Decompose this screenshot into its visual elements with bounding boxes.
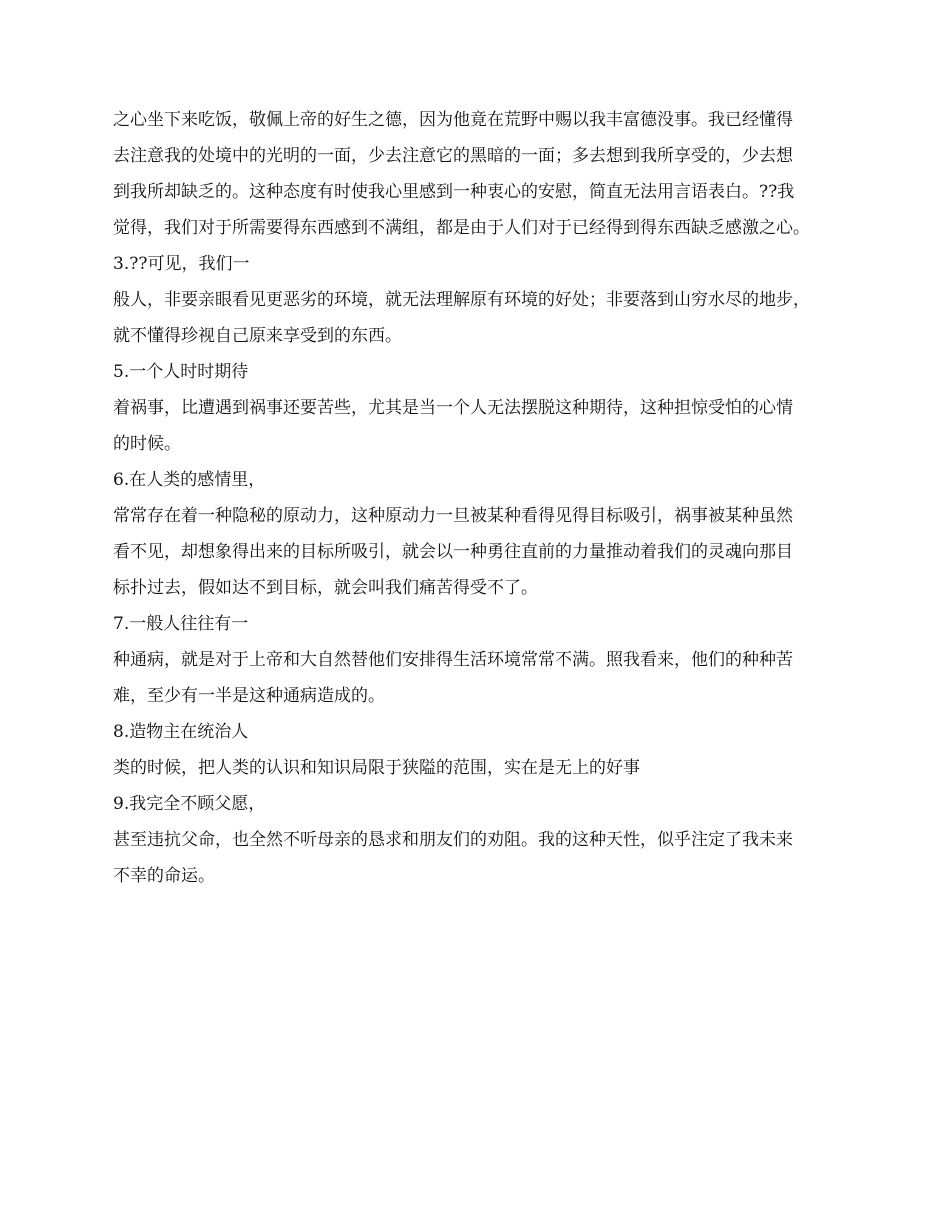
paragraph: 3.??可见，我们一 <box>113 254 250 274</box>
paragraph: 难，至少有一半是这种通病造成的。 <box>113 686 385 706</box>
paragraph: 般人，非要亲眼看见更恶劣的环境，就无法理解原有环境的好处；非要落到山穷水尽的地步， <box>113 290 810 310</box>
paragraph: 种通病，就是对于上帝和大自然替他们安排得生活环境常常不满。照我看来，他们的种种苦 <box>113 650 793 670</box>
paragraph: 7.一般人往往有一 <box>113 614 249 634</box>
paragraph: 去注意我的处境中的光明的一面，少去注意它的黑暗的一面；多去想到我所享受的，少去想 <box>113 146 793 166</box>
paragraph: 觉得，我们对于所需要得东西感到不满组，都是由于人们对于已经得到得东西缺乏感激之心。 <box>113 218 810 238</box>
paragraph: 着祸事，比遭遇到祸事还要苦些，尤其是当一个人无法摆脱这种期待，这种担惊受怕的心情 <box>113 398 793 418</box>
paragraph: 5.一个人时时期待 <box>113 362 249 382</box>
paragraph: 就不懂得珍视自己原来享受到的东西。 <box>113 326 402 346</box>
paragraph: 6.在人类的感情里， <box>113 470 266 490</box>
paragraph: 标扑过去，假如达不到目标，就会叫我们痛苦得受不了。 <box>113 578 538 598</box>
paragraph: 之心坐下来吃饭，敬佩上帝的好生之德，因为他竟在荒野中赐以我丰富德没事。我已经懂得 <box>113 110 793 130</box>
paragraph: 到我所却缺乏的。这种态度有时使我心里感到一种衷心的安慰，简直无法用言语表白。??我 <box>113 182 795 202</box>
paragraph: 的时候。 <box>113 434 181 454</box>
paragraph: 8.造物主在统治人 <box>113 722 249 742</box>
document-body <box>113 109 841 901</box>
paragraph: 不幸的命运。 <box>113 866 215 886</box>
paragraph: 类的时候，把人类的认识和知识局限于狭隘的范围，实在是无上的好事 <box>113 758 640 778</box>
paragraph: 9.我完全不顾父愿， <box>113 794 266 814</box>
paragraph: 常常存在着一种隐秘的原动力，这种原动力一旦被某种看得见得目标吸引，祸事被某种虽然 <box>113 506 793 526</box>
paragraph: 甚至违抗父命，也全然不听母亲的恳求和朋友们的劝阻。我的这种天性，似乎注定了我未来 <box>113 830 793 850</box>
paragraph: 看不见，却想象得出来的目标所吸引，就会以一种勇往直前的力量推动着我们的灵魂向那目 <box>113 542 793 562</box>
